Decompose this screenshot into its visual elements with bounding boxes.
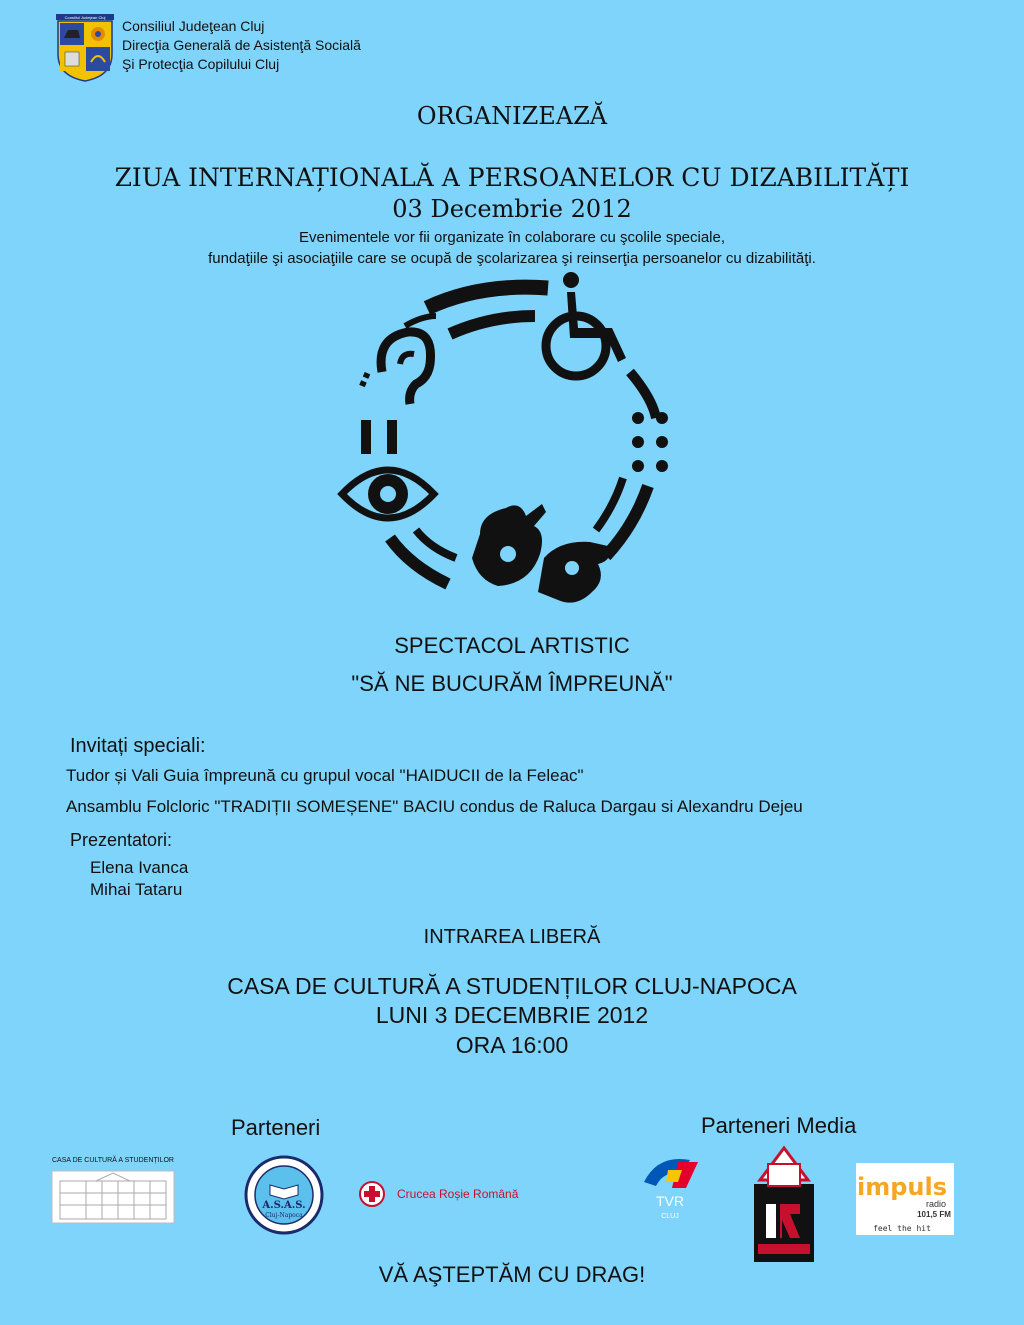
event-title: ZIUA INTERNAȚIONALĂ A PERSOANELOR CU DIZABILITĂȚI [114,163,910,192]
header-line-2: Direcţia Generală de Asistenţă Socială [122,37,361,53]
show-label: SPECTACOL ARTISTIC [394,633,630,658]
presenters-heading: Prezentatori: [70,830,173,850]
presenter-item: Mihai Tataru [90,880,183,899]
organizes-heading: ORGANIZEAZĂ [416,102,608,130]
accessibility-emblem [330,268,690,630]
impuls-frequency: 101,5 FM [917,1210,951,1219]
impuls-tagline: feel the hit [873,1224,931,1233]
intro-line-1: Evenimentele vor fii organizate în colaborare cu şcolile speciale, [298,229,726,246]
venue-place: CASA DE CULTURĂ A STUDENȚILOR CLUJ-NAPOCA [227,973,797,999]
media-partners-heading: Parteneri Media [701,1113,857,1138]
ear-icon [381,332,430,404]
admission-text: INTRAREA LIBERĂ [423,926,601,948]
intro-line-2: fundaţiile şi asociaţiile care se ocupă de şcolarizarea şi reinserţia persoanelor cu dizabilităţi. [208,250,816,267]
tvr-sub: CLUJ [661,1213,679,1220]
impuls-radio-logo [856,1163,954,1235]
asas-logo [244,1155,324,1235]
show-title: "SĂ NE BUCURĂM ÎMPREUNĂ" [351,671,673,696]
guests-heading: Invitați speciali: [70,735,206,757]
asas-name: A.S.A.S. [262,1200,306,1211]
braille-dots-icon [632,412,668,472]
event-date: 03 Decembrie 2012 [392,195,632,223]
venue-date: LUNI 3 DECEMBRIE 2012 [375,1002,649,1028]
partners-heading: Parteneri [231,1115,321,1140]
presenter-item: Elena Ivanca [90,858,189,877]
header-line-1: Consiliul Judeţean Cluj [122,18,265,34]
red-cross-label: Crucea Roșie Română [397,1187,519,1201]
tvr-cluj-logo [638,1152,702,1222]
crest-label: Consiliul Judeţean Cluj [64,15,106,20]
casa-logo-caption: CASA DE CULTURĂ A STUDENȚILOR [51,1157,174,1164]
sign-language-hands-icon [472,504,610,603]
impuls-radio: radio [925,1199,947,1209]
guest-item: Ansamblu Folcloric "TRADIȚII SOMEȘENE" BACIU condus de Raluca Dargau si Alexandru Dejeu [66,797,803,816]
wheelchair-icon [546,272,626,376]
guest-item: Tudor și Vali Guia împreună cu grupul vocal "HAIDUCII de la Feleac" [66,766,584,785]
county-crest-logo [56,14,114,82]
casa-de-cultura-logo [46,1157,180,1225]
university-radio-logo [752,1144,816,1264]
red-cross-logo [358,1180,538,1208]
header-line-3: Şi Protecţia Copilului Cluj [122,56,280,72]
eye-icon [342,470,434,518]
impuls-name: impuls [856,1173,948,1201]
tvr-label: TVR [656,1193,684,1209]
closing-text: VĂ AŞTEPTĂM CU DRAG! [378,1262,646,1287]
venue-time: ORA 16:00 [455,1032,569,1058]
asas-city: Cluj-Napoca [265,1212,303,1219]
